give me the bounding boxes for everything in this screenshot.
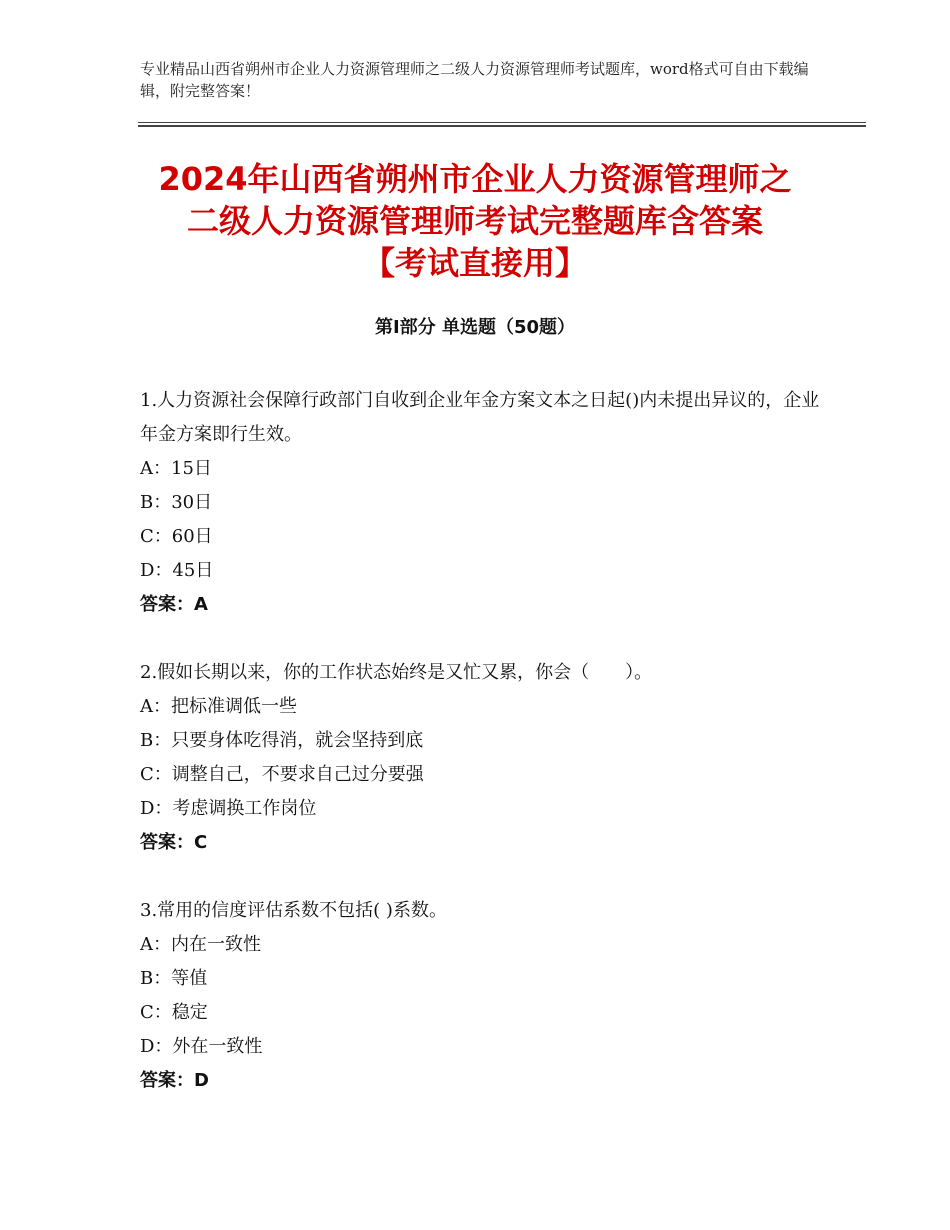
question-1 (140, 384, 820, 622)
section-title: 第Ⅰ部分 单选题（50题） (374, 317, 575, 338)
option-a: A：把标准调低一些 (140, 696, 297, 717)
option-a: A：15日 (140, 458, 212, 479)
header-rule-thick (138, 125, 866, 127)
option-a: A：内在一致性 (140, 934, 261, 955)
header-rule-thin (138, 122, 866, 123)
title-line-2: 二级人力资源管理师考试完整题库含答案 (186, 202, 763, 240)
header-note: 专业精品山西省朔州市企业人力资源管理师之二级人力资源管理师考试题库，word格式可自由下载编辑，附完整答案！ (140, 60, 809, 100)
question-list (140, 384, 820, 1132)
answer: 答案：C (140, 832, 208, 853)
option-b: B：30日 (140, 492, 213, 513)
question-3 (140, 894, 820, 1098)
question-stem: 2.假如长期以来，你的工作状态始终是又忙又累，你会（ ）。 (140, 662, 653, 683)
option-c: C：60日 (140, 526, 213, 547)
question-stem: 3.常用的信度评估系数不包括( )系数。 (140, 900, 447, 921)
option-d: D：考虑调换工作岗位 (140, 798, 317, 819)
option-d: D：外在一致性 (140, 1036, 263, 1057)
question-2 (140, 656, 820, 860)
question-stem: 1.人力资源社会保障行政部门自收到企业年金方案文本之日起()内未提出异议的，企业年金方案即行生效。 (140, 390, 820, 445)
option-b: B：等值 (140, 968, 208, 989)
option-c: C：调整自己，不要求自己过分要强 (140, 764, 424, 785)
answer: 答案：D (140, 1070, 209, 1091)
option-d: D：45日 (140, 560, 214, 581)
answer: 答案：A (140, 594, 208, 615)
title-line-3: 【考试直接用】 (362, 244, 587, 282)
option-b: B：只要身体吃得消，就会坚持到底 (140, 730, 424, 751)
document-title (90, 158, 860, 284)
option-c: C：稳定 (140, 1002, 208, 1023)
title-line-1: 2024年山西省朔州市企业人力资源管理师之 (158, 160, 792, 198)
